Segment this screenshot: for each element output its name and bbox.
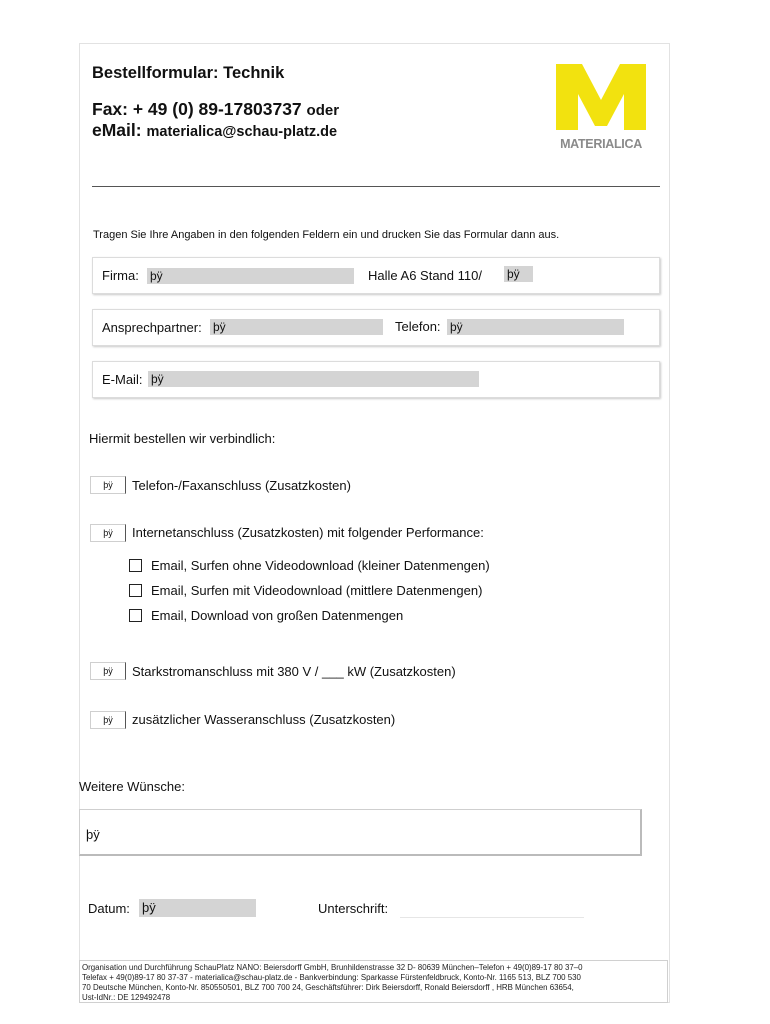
svg-text:MATERIALICA: MATERIALICA (560, 137, 642, 150)
halle-stand-label: Halle A6 Stand 110/ (368, 268, 482, 283)
unterschrift-label: Unterschrift: (318, 901, 389, 916)
footer-legal (79, 960, 668, 1003)
stand-field[interactable]: þÿ (504, 266, 533, 282)
performance-medium-label: Email, Surfen mit Videodownload (mittlere Datenmengen) (151, 583, 483, 598)
performance-small-checkbox[interactable] (129, 559, 142, 572)
performance-medium-checkbox[interactable] (129, 584, 142, 597)
form-page (79, 43, 670, 1003)
footer-line: Organisation und Durchführung SchauPlatz NANO: Beiersdorff GmbH, Brunhildenstrasse 32 D- 80639 München–Telefon + 49(0)89-17 80 37–0 (82, 963, 583, 972)
fax-number: Fax: + 49 (0) 89-17803737 (92, 99, 302, 119)
materialica-logo (554, 64, 648, 150)
performance-large-label: Email, Download von großen Datenmengen (151, 608, 404, 623)
firma-label: Firma: (102, 268, 139, 283)
telefon-field[interactable]: þÿ (447, 319, 624, 335)
telefon-fax-label: Telefon-/Faxanschluss (Zusatzkosten) (132, 478, 351, 493)
starkstrom-checkbox[interactable]: þÿ (90, 662, 126, 680)
ansprechpartner-label: Ansprechpartner: (102, 320, 202, 335)
instructions-text: Tragen Sie Ihre Angaben in den folgenden Feldern ein und drucken Sie das Formular dann aus. (93, 229, 560, 241)
wishes-field[interactable]: þÿ (79, 809, 642, 856)
email-label: eMail: (92, 120, 142, 140)
internet-checkbox[interactable]: þÿ (90, 524, 126, 542)
wishes-label: Weitere Wünsche: (79, 779, 185, 794)
wasser-checkbox[interactable]: þÿ (90, 711, 126, 729)
telefon-label: Telefon: (395, 319, 441, 334)
order-intro: Hiermit bestellen wir verbindlich: (89, 431, 276, 446)
footer-line: 70 Deutsche München, Konto-Nr. 850550501, BLZ 700 700 24, Geschäftsführer: Dirk Beiersdorff, Ronald Beiersdorff , HRB München 63654, (82, 983, 574, 992)
wasser-label: zusätzlicher Wasseranschluss (Zusatzkosten) (132, 712, 396, 727)
internet-label: Internetanschluss (Zusatzkosten) mit folgender Performance: (132, 525, 484, 540)
email-address: materialica@schau-platz.de (146, 124, 338, 140)
email-field-label: E-Mail: (102, 372, 143, 387)
fax-oder: oder (306, 102, 340, 119)
form-title: Bestellformular: Technik (92, 64, 285, 82)
footer-line: Telefax + 49(0)89-17 80 37-37 - materialica@schau-platz.de - Bankverbindung: Sparkasse Fürstenfeldbruck, Konto-Nr. 1165 513, BLZ 700 530 (82, 973, 581, 982)
performance-small-label: Email, Surfen ohne Videodownload (kleiner Datenmengen) (151, 558, 490, 573)
telefon-fax-checkbox[interactable]: þÿ (90, 476, 126, 494)
signature-line[interactable] (400, 917, 584, 918)
starkstrom-label: Starkstromanschluss mit 380 V / ___ kW (Zusatzkosten) (132, 664, 456, 679)
ansprechpartner-field[interactable]: þÿ (210, 319, 383, 335)
email-line (92, 120, 337, 141)
datum-label: Datum: (88, 901, 130, 916)
fax-line (92, 99, 339, 120)
firma-field[interactable]: þÿ (147, 268, 354, 284)
performance-large-checkbox[interactable] (129, 609, 142, 622)
datum-field[interactable]: þÿ (139, 899, 256, 917)
logo-graphic (554, 64, 648, 150)
divider (92, 186, 660, 187)
footer-line: Ust-IdNr.: DE 129492478 (82, 993, 171, 1002)
email-field[interactable]: þÿ (148, 371, 479, 387)
